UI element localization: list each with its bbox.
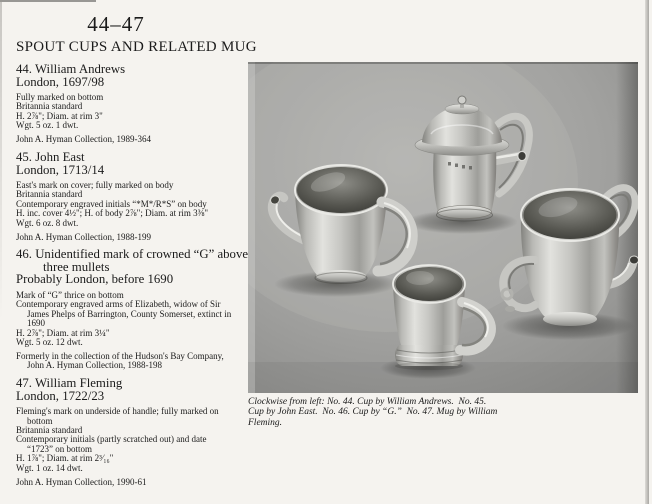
text-line: Contemporary engraved arms of Elizabeth, widow of Sir [16,299,221,310]
text-line: Wgt. 5 oz. 1 dwt. [16,120,79,131]
text-line: H. 2⅞"; Diam. at rim 3¼" [16,327,110,338]
silver-vessels-photo [248,62,638,393]
text-line: Probably London, before 1690 [16,272,174,287]
entry-46 [16,247,249,371]
catalog-number-range: 44–47 [87,12,145,36]
text-line: Britannia standard [16,189,83,200]
photograph [248,62,638,393]
text-line: 1690 [27,318,45,329]
entry-credit [16,233,244,242]
entry-credit [16,352,244,371]
text-line: Wgt. 1 oz. 14 dwt. [16,462,83,473]
entry-details [16,181,244,228]
entry-credit [16,478,244,487]
text-line: London, 1697/98 [16,74,105,89]
text-line: 46. Unidentified mark of crowned “G” above [16,247,249,262]
caption-line: Fleming. [248,417,283,428]
text-line: London, 1713/14 [16,162,105,177]
entry-heading [16,63,244,88]
section-title: SPOUT CUPS AND RELATED MUG [16,39,257,55]
entry-heading [16,377,244,402]
entry-heading [16,151,244,176]
text-line: Britannia standard [16,425,83,436]
text-line: H. 1⅞"; Diam. at rim 2³⁄₁₆" [16,453,114,464]
text-line: Wgt. 5 oz. 12 dwt. [16,337,83,347]
text-line: John A. Hyman Collection, 1988-199 [16,231,151,242]
text-line: Fleming's mark on underside of handle; fully marked on [16,406,219,417]
text-line: London, 1722/23 [16,388,105,403]
text-line: Fully marked on bottom [16,92,104,102]
text-line: H. 2⅞"; Diam. at rim 3" [16,110,103,121]
text-line: “1723” on bottom [27,443,92,454]
text-line: 47. William Fleming [16,376,123,391]
text-line: H. inc. cover 4½"; H. of body 2⅞"; Diam. at rim 3⅜" [16,208,208,219]
entry-details [16,407,244,473]
text-line: Wgt. 6 oz. 8 dwt. [16,217,79,228]
text-line: Contemporary initials (partly scratched out) and date [16,434,207,445]
text-line: John A. Hyman Collection, 1990-61 [16,476,147,487]
scan-artifact-top [0,0,96,2]
text-line: Mark of “G” thrice on bottom [16,289,124,300]
caption-line: Clockwise from left: No. 44. Cup by William Andrews. No. 45. [248,397,487,407]
text-line: Formerly in the collection of the Hudson's Bay Company, [16,350,224,361]
entry-47 [16,377,244,487]
text-line: John A. Hyman Collection, 1989-364 [16,134,151,145]
text-line: 45. John East [16,150,85,165]
entry-44 [16,63,244,145]
text-line: Contemporary engraved initials “*M*/R*S” on body [16,198,207,209]
page-edge-right [645,0,649,504]
text-line: Britannia standard [16,101,83,112]
text-line: three mullets [43,259,110,274]
caption-line: Cup by John East. No. 46. Cup by “G.” No. 47. Mug by William [248,407,498,418]
entry-credit [16,135,244,144]
scan-artifact-left [0,0,2,320]
entry-details [16,93,244,131]
text-line: bottom [27,415,53,426]
text-line: 44. William Andrews [16,62,126,76]
text-line: John A. Hyman Collection, 1988-198 [27,360,162,371]
entry-heading [16,247,249,287]
figure-caption [248,397,497,428]
entry-45 [16,151,244,242]
text-line: East's mark on cover; fully marked on body [16,180,174,191]
text-column [16,12,257,487]
entry-list [16,62,249,487]
entry-details [16,291,244,347]
text-line: James Phelps of Barrington, County Somerset, extinct in [27,308,232,319]
